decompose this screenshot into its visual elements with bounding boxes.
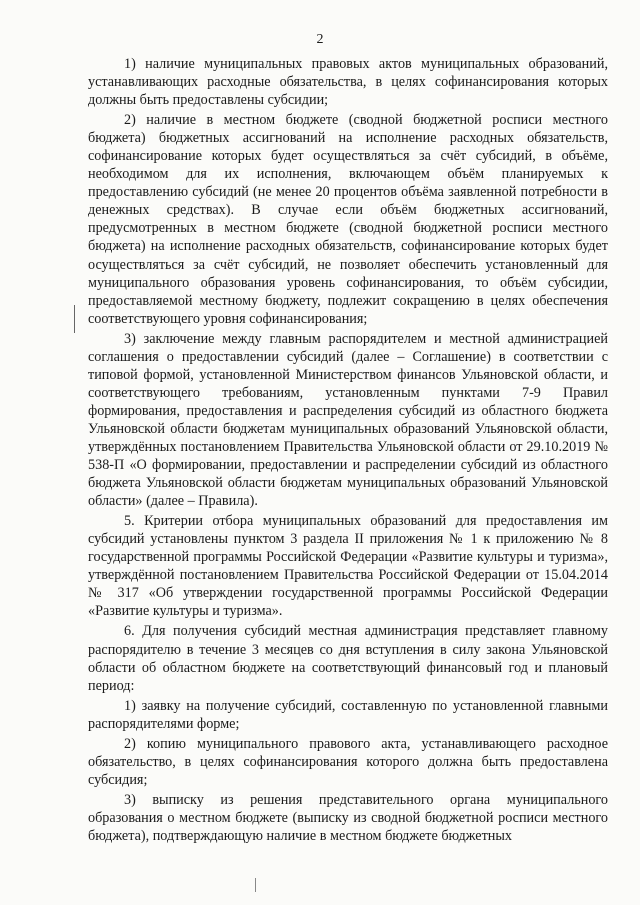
paragraph-item-2: 2) наличие в местном бюджете (сводной бюджетной росписи местного бюджета) бюджетных ассигнований на исполнение расходных обязательств, софинансирование которых будет осуществляться за счёт субсидий, в объёме, необходимом для их исполнения, включающем объём планируемых к предоставлению субсидий (не менее 20 процентов объёма заявленной потребности в денежных средствах). В случае если объём бюджетных ассигнований, предусмотренных в местном бюджете (сводной бюджетной росписи местного бюджета) на исполнение расходных обязательств, софинансирование которых будет осуществляться за счёт субсидий, не позволяет обеспечить установленный для муниципального образования уровень софинансирования, то объём субсидии, предоставляемой местному бюджету, подлежит сокращению в целях обеспечения соответствующего уровня софинансирования; (88, 112, 608, 327)
paragraph-item-1: 1) наличие муниципальных правовых актов муниципальных образований, устанавливающих расходные обязательства, в целях софинансирования которых должны быть предоставлены субсидии; (88, 56, 608, 109)
document-body (88, 55, 608, 847)
paragraph-subitem-2: 2) копию муниципального правового акта, устанавливающего расходное обязательство, в целях софинансирования которого должна быть предоставлена субсидия; (88, 735, 608, 788)
paragraph-section-6: 6. Для получения субсидий местная администрация представляет главному распорядителю в течение 3 месяцев со дня вступления в силу закона Ульяновской области об областном бюджете на соответствующий финансовый год и плановый период: (88, 623, 608, 694)
paragraph-item-3: 3) заключение между главным распорядителем и местной администрацией соглашения о предоставлении субсидий (далее – Соглашение) в соответствии с типовой формой, установленной Министерством финансов Ульяновской области, и соответствующего требованиям, установленным пунктами 7-9 Правил формирования, предоставления и распределения субсидий из областного бюджета Ульяновской области бюджетам муниципальных образований Ульяновской области, утверждённых постановлением Правительства Ульяновской области от 29.10.2019 № 538-П «О формировании, предоставлении и распределении субсидий из областного бюджета Ульяновской области бюджетам муниципальных образований Ульяновской области» (далее – Правила). (88, 330, 608, 510)
scan-artifact-mark (74, 305, 75, 333)
paragraph-subitem-1: 1) заявку на получение субсидий, составленную по установленной главными распорядителями форме; (88, 697, 608, 732)
paragraph-subitem-3: 3) выписку из решения представительного органа муниципального образования о местном бюджете (выписку из сводной бюджетной росписи местного бюджета), подтверждающую наличие в местном бюджете бюджетных (88, 791, 608, 844)
paragraph-section-5: 5. Критерии отбора муниципальных образований для предоставления им субсидий установлены пунктом 3 раздела II приложения № 1 к приложению № 8 государственной программы Российской Федерации «Развитие культуры и туризма», утверждённой постановлением Правительства Российской Федерации от 15.04.2014 № 317 «Об утверждении государственной программы Российской Федерации «Развитие культуры и туризма». (88, 513, 608, 620)
scan-artifact-mark (255, 878, 256, 892)
page-number: 2 (316, 32, 324, 47)
